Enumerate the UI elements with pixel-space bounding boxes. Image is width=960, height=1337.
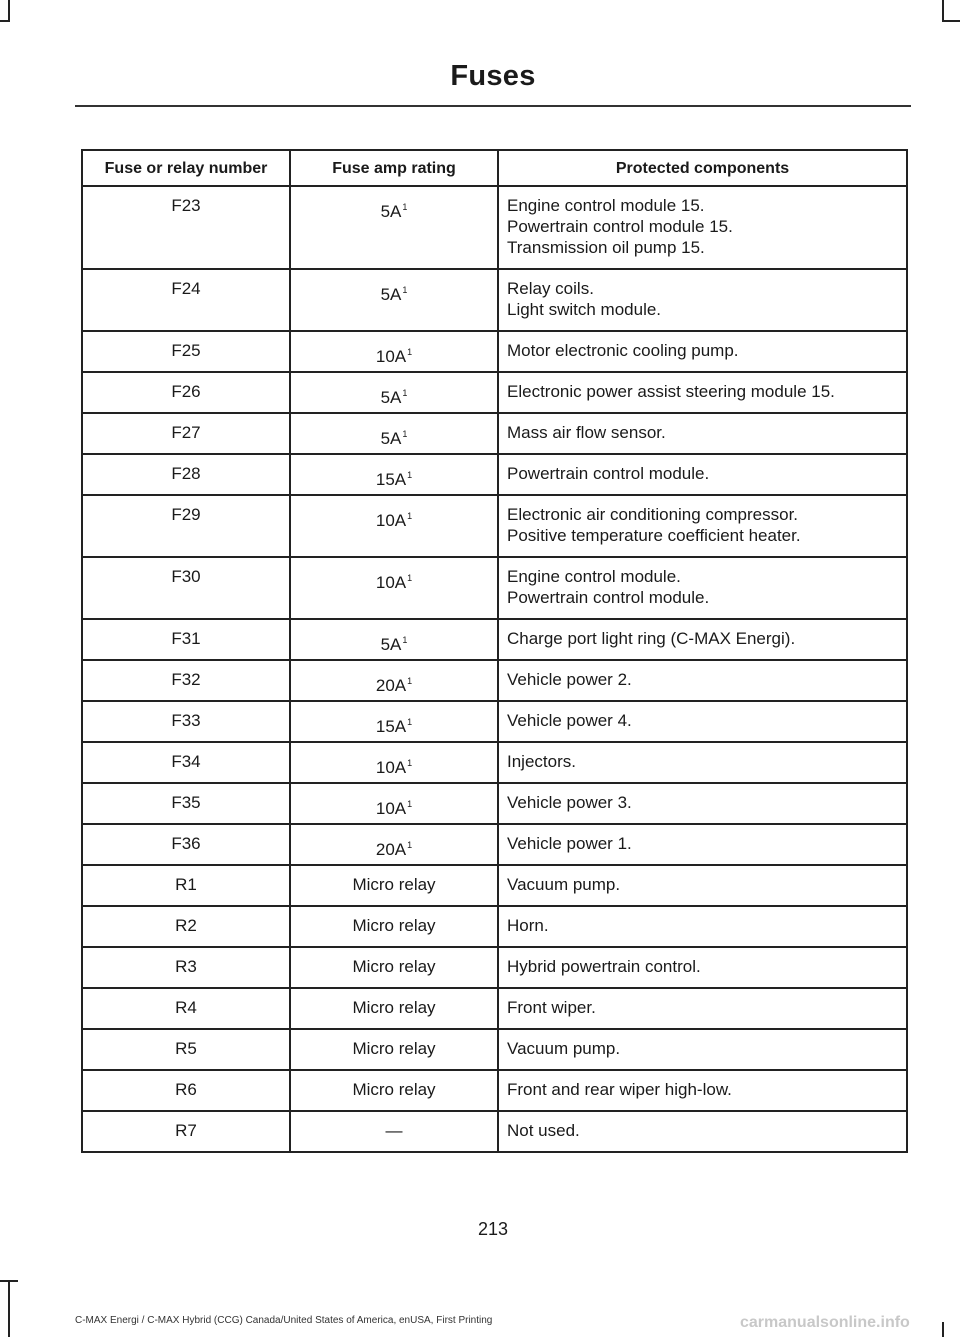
table-row xyxy=(82,619,907,660)
amp-rating-value: 15A xyxy=(375,717,407,736)
amp-rating-cell xyxy=(290,372,498,413)
table-row xyxy=(82,742,907,783)
table-row xyxy=(82,988,907,1029)
component-line: Engine control module. xyxy=(507,567,681,586)
protected-components-cell xyxy=(498,865,907,906)
protected-components-cell xyxy=(498,947,907,988)
protected-components-cell xyxy=(498,824,907,865)
header-protected-components: Protected components xyxy=(498,150,907,186)
component-line: Vehicle power 2. xyxy=(507,670,632,689)
amp-rating-value: 10A xyxy=(375,573,407,592)
fuse-number-cell: F36 xyxy=(82,824,290,865)
amp-rating-cell xyxy=(290,454,498,495)
component-line: Charge port light ring (C-MAX Energi). xyxy=(507,629,796,648)
fuse-number-cell: R1 xyxy=(82,865,290,906)
fuse-number-cell: R6 xyxy=(82,1070,290,1111)
protected-components-cell xyxy=(498,660,907,701)
protected-components-cell xyxy=(498,783,907,824)
amp-rating-cell xyxy=(290,742,498,783)
amp-rating-value: 20A xyxy=(375,676,407,695)
footnote-marker: 1 xyxy=(407,573,413,584)
fuse-number-cell: R7 xyxy=(82,1111,290,1152)
amp-rating-value: 10A xyxy=(375,347,407,366)
component-line: Hybrid powertrain control. xyxy=(507,957,701,976)
amp-rating-value: Micro relay xyxy=(352,916,436,935)
amp-rating-value: 20A xyxy=(375,840,407,859)
amp-rating-cell xyxy=(290,783,498,824)
amp-rating-value: 10A xyxy=(375,758,407,777)
fuse-number-cell: F33 xyxy=(82,701,290,742)
amp-rating-cell xyxy=(290,557,498,619)
component-line: Relay coils. xyxy=(507,279,594,298)
amp-rating-cell xyxy=(290,495,498,557)
table-row xyxy=(82,413,907,454)
table-row xyxy=(82,947,907,988)
amp-rating-cell xyxy=(290,660,498,701)
table-row xyxy=(82,186,907,269)
fuse-number-cell: R4 xyxy=(82,988,290,1029)
amp-rating-value: 10A xyxy=(375,799,407,818)
footer-text: C-MAX Energi / C-MAX Hybrid (CCG) Canada/United States of America, enUSA, First Printing xyxy=(75,1315,493,1326)
table-header-row xyxy=(82,150,907,186)
header-amp-rating: Fuse amp rating xyxy=(290,150,498,186)
component-line: Powertrain control module. xyxy=(507,588,710,607)
table-row xyxy=(82,1111,907,1152)
fuse-number-cell: F24 xyxy=(82,269,290,331)
protected-components-cell xyxy=(498,742,907,783)
footnote-marker: 1 xyxy=(407,840,413,851)
protected-components-cell xyxy=(498,186,907,269)
fuse-number-cell: F28 xyxy=(82,454,290,495)
protected-components-cell xyxy=(498,1111,907,1152)
amp-rating-cell xyxy=(290,947,498,988)
fuse-number-cell: F35 xyxy=(82,783,290,824)
page-number: 213 xyxy=(477,1219,509,1239)
table-row xyxy=(82,660,907,701)
fuse-number-cell: F32 xyxy=(82,660,290,701)
footnote-marker: 1 xyxy=(407,511,413,522)
fuse-number-cell: R3 xyxy=(82,947,290,988)
table-row xyxy=(82,1029,907,1070)
table-row xyxy=(82,906,907,947)
component-line: Not used. xyxy=(507,1121,580,1140)
fuse-number-cell: F26 xyxy=(82,372,290,413)
footnote-marker: 1 xyxy=(402,202,408,213)
component-line: Engine control module 15. xyxy=(507,196,705,215)
crop-mark-top-right-v xyxy=(942,0,944,22)
fuse-number-cell: F30 xyxy=(82,557,290,619)
component-line: Vehicle power 1. xyxy=(507,834,632,853)
table-row xyxy=(82,783,907,824)
footnote-marker: 1 xyxy=(402,429,408,440)
footnote-marker: 1 xyxy=(407,758,413,769)
table-row xyxy=(82,454,907,495)
component-line: Vehicle power 4. xyxy=(507,711,632,730)
component-line: Positive temperature coefficient heater. xyxy=(507,526,801,545)
footnote-marker: 1 xyxy=(407,799,413,810)
amp-rating-cell xyxy=(290,1029,498,1070)
amp-rating-value: 5A xyxy=(380,635,402,654)
footnote-marker: 1 xyxy=(407,470,413,481)
amp-rating-value: 5A xyxy=(380,429,402,448)
footnote-marker: 1 xyxy=(402,388,408,399)
table-row xyxy=(82,331,907,372)
table-row xyxy=(82,495,907,557)
watermark: carmanualsonline.info xyxy=(740,1314,910,1331)
crop-mark-bottom-left-v xyxy=(8,1280,10,1337)
component-line: Transmission oil pump 15. xyxy=(507,238,705,257)
component-line: Motor electronic cooling pump. xyxy=(507,341,739,360)
table-row xyxy=(82,701,907,742)
component-line: Powertrain control module 15. xyxy=(507,217,733,236)
component-line: Vehicle power 3. xyxy=(507,793,632,812)
protected-components-cell xyxy=(498,495,907,557)
protected-components-cell xyxy=(498,988,907,1029)
protected-components-cell xyxy=(498,372,907,413)
amp-rating-value: Micro relay xyxy=(352,957,436,976)
fuse-number-cell: F27 xyxy=(82,413,290,454)
protected-components-cell xyxy=(498,454,907,495)
amp-rating-cell xyxy=(290,988,498,1029)
table-row xyxy=(82,269,907,331)
protected-components-cell xyxy=(498,906,907,947)
amp-rating-cell xyxy=(290,619,498,660)
amp-rating-value: Micro relay xyxy=(352,998,436,1017)
fuse-table xyxy=(81,149,908,1153)
amp-rating-cell xyxy=(290,413,498,454)
protected-components-cell xyxy=(498,1070,907,1111)
amp-rating-cell xyxy=(290,906,498,947)
footnote-marker: 1 xyxy=(402,285,408,296)
table-row xyxy=(82,865,907,906)
crop-mark-top-right-h xyxy=(942,20,960,22)
crop-mark-bottom-right-v xyxy=(942,1322,944,1337)
amp-rating-value: Micro relay xyxy=(352,875,436,894)
fuse-number-cell: F29 xyxy=(82,495,290,557)
protected-components-cell xyxy=(498,701,907,742)
component-line: Front and rear wiper high-low. xyxy=(507,1080,732,1099)
amp-rating-value: 10A xyxy=(375,511,407,530)
fuse-number-cell: F34 xyxy=(82,742,290,783)
footnote-marker: 1 xyxy=(407,676,413,687)
amp-rating-cell xyxy=(290,824,498,865)
protected-components-cell xyxy=(498,331,907,372)
component-line: Electronic air conditioning compressor. xyxy=(507,505,799,524)
page-title: Fuses xyxy=(450,60,536,92)
component-line: Vacuum pump. xyxy=(507,1039,621,1058)
table-row xyxy=(82,557,907,619)
amp-rating-cell xyxy=(290,701,498,742)
protected-components-cell xyxy=(498,557,907,619)
amp-rating-cell xyxy=(290,331,498,372)
component-line: Front wiper. xyxy=(507,998,596,1017)
fuse-number-cell: F25 xyxy=(82,331,290,372)
footnote-marker: 1 xyxy=(402,635,408,646)
footnote-marker: 1 xyxy=(407,347,413,358)
component-line: Injectors. xyxy=(507,752,576,771)
amp-rating-value: Micro relay xyxy=(352,1039,436,1058)
amp-rating-value: 5A xyxy=(380,285,402,304)
component-line: Mass air flow sensor. xyxy=(507,423,666,442)
title-rule xyxy=(75,105,911,107)
footnote-marker: 1 xyxy=(407,717,413,728)
protected-components-cell xyxy=(498,1029,907,1070)
fuse-number-cell: F31 xyxy=(82,619,290,660)
protected-components-cell xyxy=(498,619,907,660)
amp-rating-cell xyxy=(290,865,498,906)
crop-mark-bottom-left-h xyxy=(0,1280,18,1282)
amp-rating-value: 5A xyxy=(380,202,402,221)
protected-components-cell xyxy=(498,269,907,331)
amp-rating-cell xyxy=(290,186,498,269)
component-line: Vacuum pump. xyxy=(507,875,621,894)
crop-mark-top-left-v xyxy=(8,0,10,22)
amp-rating-value: 15A xyxy=(375,470,407,489)
amp-rating-value: — xyxy=(385,1121,403,1140)
amp-rating-cell xyxy=(290,1070,498,1111)
crop-mark-top-left-h xyxy=(0,20,10,22)
table-row xyxy=(82,824,907,865)
component-line: Powertrain control module. xyxy=(507,464,710,483)
fuse-number-cell: R2 xyxy=(82,906,290,947)
component-line: Electronic power assist steering module 15. xyxy=(507,382,835,401)
table-row xyxy=(82,1070,907,1111)
table-row xyxy=(82,372,907,413)
fuse-number-cell: F23 xyxy=(82,186,290,269)
component-line: Light switch module. xyxy=(507,300,662,319)
header-fuse-number: Fuse or relay number xyxy=(82,150,290,186)
amp-rating-value: Micro relay xyxy=(352,1080,436,1099)
component-line: Horn. xyxy=(507,916,549,935)
amp-rating-cell xyxy=(290,269,498,331)
protected-components-cell xyxy=(498,413,907,454)
fuse-table-body xyxy=(82,186,907,1152)
amp-rating-cell xyxy=(290,1111,498,1152)
fuse-number-cell: R5 xyxy=(82,1029,290,1070)
amp-rating-value: 5A xyxy=(380,388,402,407)
